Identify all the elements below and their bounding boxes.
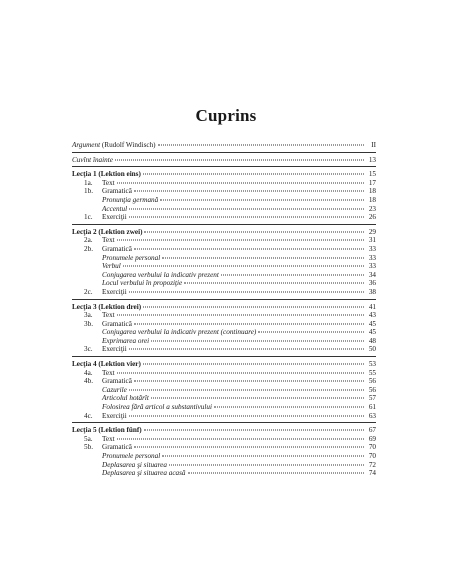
toc-entry-subsub[interactable] (72, 403, 376, 412)
toc-entry-subsub[interactable] (72, 337, 376, 346)
section-divider (72, 166, 376, 167)
toc-entry-label: Text (102, 434, 115, 443)
toc-page-number: 67 (368, 426, 376, 435)
dot-leader (143, 174, 364, 175)
dot-leader (169, 464, 364, 465)
section-divider (72, 152, 376, 153)
toc-page-number: 17 (368, 178, 376, 187)
toc-entry-label: Pronunţia germană (102, 195, 159, 204)
toc-page-number: 56 (368, 377, 376, 386)
toc-entry-top[interactable] (72, 156, 376, 165)
dot-leader (158, 145, 364, 146)
toc-entry-label: Gramatică (102, 443, 132, 452)
dot-leader (162, 257, 364, 258)
toc-entry-label: Pronumele personal (102, 452, 161, 460)
toc-entry-label: Gramatică (102, 187, 132, 196)
table-of-contents (72, 141, 376, 478)
dot-leader (151, 398, 364, 399)
toc-entry-label (72, 141, 156, 150)
dot-leader (221, 274, 364, 275)
toc-entry-subsub[interactable] (72, 271, 376, 280)
toc-entry-number: 2c. (84, 287, 93, 296)
toc-entry-label: Conjugarea verbului la indicativ prezent (102, 270, 219, 279)
dot-leader (117, 372, 364, 373)
toc-entry-subsub[interactable] (72, 254, 376, 263)
toc-entry-label: Lecţia 1 (Lektion eins) (72, 170, 141, 179)
toc-page-number: 74 (368, 469, 376, 478)
toc-entry-sub[interactable] (72, 245, 376, 254)
toc-entry-sub[interactable] (72, 179, 376, 188)
toc-entry-subsub[interactable] (72, 279, 376, 288)
toc-entry-sub[interactable] (72, 288, 376, 297)
toc-entry-label: Text (102, 178, 115, 187)
toc-entry-sub[interactable] (72, 369, 376, 378)
toc-page-number: 38 (368, 287, 376, 296)
toc-entry-number: 4b. (84, 377, 93, 386)
toc-page-number: 70 (368, 452, 376, 460)
dot-leader (129, 349, 364, 350)
toc-entry-label: Lecţia 4 (Lektion vier) (72, 360, 141, 369)
toc-entry-head[interactable] (72, 170, 376, 179)
toc-page-number: 15 (368, 170, 376, 179)
toc-page-number: 18 (368, 187, 376, 196)
section-divider (72, 299, 376, 300)
toc-entry-sub[interactable] (72, 443, 376, 452)
dot-leader (160, 199, 364, 200)
toc-entry-label: Exerciţii (102, 411, 127, 420)
toc-page-number: 45 (368, 319, 376, 328)
toc-page-number: 31 (368, 236, 376, 245)
toc-entry-title: Cuvînt înainte (72, 155, 113, 164)
toc-entry-top[interactable] (72, 141, 376, 150)
dot-leader (144, 430, 364, 431)
toc-page-number: 61 (368, 403, 376, 412)
toc-entry-label: Cazurile (102, 385, 127, 394)
toc-page-number: 36 (368, 279, 376, 288)
toc-page-number: 33 (368, 253, 376, 262)
dot-leader (151, 340, 364, 341)
dot-leader (117, 438, 364, 439)
dot-leader (214, 407, 364, 408)
toc-entry-subsub[interactable] (72, 461, 376, 470)
toc-entry-subsub[interactable] (72, 196, 376, 205)
toc-entry-label: Gramatică (102, 319, 132, 328)
toc-entry-number: 3a. (84, 311, 93, 320)
toc-entry-label: Accentul (102, 204, 128, 213)
page-title: Cuprins (195, 106, 257, 125)
toc-page-number: 13 (368, 155, 376, 164)
toc-entry-head[interactable] (72, 426, 376, 435)
toc-entry-label: Gramatică (102, 244, 132, 253)
toc-entry-number: 5a. (84, 434, 93, 443)
dot-leader (188, 473, 364, 474)
toc-entry-label: Exerciţii (102, 213, 127, 222)
toc-entry-label: Lecţia 3 (Lektion drei) (72, 302, 142, 311)
toc-entry-label: Exerciţii (102, 345, 127, 354)
toc-entry-label: Deplasarea şi situarea acasă (102, 469, 186, 478)
dot-leader (143, 306, 364, 307)
toc-entry-subsub[interactable] (72, 394, 376, 403)
dot-leader (117, 240, 364, 241)
dot-leader (129, 389, 364, 390)
toc-entry-label (72, 156, 113, 165)
toc-page-number: 34 (368, 270, 376, 279)
toc-entry-label: Articolul hotărît (102, 394, 149, 403)
section-divider (72, 224, 376, 225)
dot-leader (129, 291, 364, 292)
toc-entry-sub[interactable] (72, 377, 376, 386)
toc-page-number: 48 (368, 336, 376, 345)
toc-entry-head[interactable] (72, 303, 376, 312)
toc-page-number: II (371, 141, 376, 149)
dot-leader (117, 182, 364, 183)
toc-entry-sub[interactable] (72, 412, 376, 421)
toc-entry-subsub[interactable] (72, 328, 376, 337)
dot-leader (129, 415, 364, 416)
toc-page-number: 69 (368, 434, 376, 443)
toc-entry-sub[interactable] (72, 311, 376, 320)
toc-entry-label: Text (102, 311, 115, 320)
toc-entry-number: 1b. (84, 187, 93, 196)
toc-page-number: 33 (368, 244, 376, 253)
toc-entry-label: Text (102, 236, 115, 245)
toc-entry-label: Gramatică (102, 377, 132, 386)
toc-entry-sub[interactable] (72, 320, 376, 329)
toc-entry-subsub[interactable] (72, 205, 376, 214)
dot-leader (134, 323, 364, 324)
dot-leader (129, 217, 364, 218)
toc-page-number: 55 (368, 368, 376, 377)
toc-entry-label: Verbul (102, 262, 121, 271)
toc-page-number: 53 (368, 360, 376, 369)
toc-entry-number: 4a. (84, 368, 93, 377)
toc-entry-number: 1c. (84, 213, 93, 222)
dot-leader (258, 332, 364, 333)
toc-entry-sub[interactable] (72, 236, 376, 245)
section-divider (72, 356, 376, 357)
toc-entry-subsub[interactable] (72, 386, 376, 395)
toc-entry-label: Lecţia 5 (Lektion fünf) (72, 426, 142, 435)
toc-entry-label: Exerciţii (102, 287, 127, 296)
dot-leader (144, 231, 364, 232)
toc-entry-subsub[interactable] (72, 452, 376, 461)
toc-entry-number: 4c. (84, 411, 93, 420)
toc-entry-sub[interactable] (72, 435, 376, 444)
dot-leader (115, 159, 364, 160)
toc-page-number: 63 (368, 411, 376, 420)
toc-entry-author: (Rudolf Windisch) (100, 141, 156, 149)
toc-page-number: 50 (368, 345, 376, 354)
toc-entry-number: 3b. (84, 319, 93, 328)
toc-entry-number: 2a. (84, 236, 93, 245)
toc-entry-head[interactable] (72, 228, 376, 237)
dot-leader (184, 283, 364, 284)
dot-leader (143, 364, 364, 365)
toc-page-number: 18 (368, 195, 376, 204)
toc-entry-label: Conjugarea verbului la indicativ prezent (continuare) (102, 328, 257, 337)
toc-entry-subsub[interactable] (72, 469, 376, 478)
toc-entry-label: Deplasarea şi situarea (102, 460, 167, 469)
dot-leader (134, 447, 364, 448)
toc-page-number: 45 (368, 328, 376, 337)
toc-entry-label: Exprimarea orei (102, 336, 150, 345)
toc-page-number: 26 (368, 213, 376, 222)
toc-entry-label: Lecţia 2 (Lektion zwei) (72, 227, 143, 236)
dot-leader (134, 191, 364, 192)
toc-entry-label: Text (102, 368, 115, 377)
dot-leader (162, 456, 364, 457)
dot-leader (134, 381, 364, 382)
toc-entry-sub[interactable] (72, 213, 376, 222)
toc-page-number: 72 (368, 460, 376, 469)
toc-entry-sub[interactable] (72, 187, 376, 196)
toc-entry-label: Pronumele personal (102, 253, 161, 262)
section-divider (72, 422, 376, 423)
toc-entry-number: 5b. (84, 443, 93, 452)
toc-entry-sub[interactable] (72, 345, 376, 354)
toc-entry-label: Folosirea fără articol a substantivului (102, 403, 212, 412)
toc-entry-label: Locul verbului în propoziţie (102, 279, 183, 288)
toc-entry-number: 3c. (84, 345, 93, 354)
toc-page-number: 70 (368, 443, 376, 452)
toc-entry-number: 2b. (84, 244, 93, 253)
dot-leader (129, 208, 364, 209)
dot-leader (134, 248, 364, 249)
toc-page-number: 23 (368, 204, 376, 213)
toc-page-number: 57 (368, 394, 376, 403)
toc-entry-number: 1a. (84, 178, 93, 187)
dot-leader (123, 266, 364, 267)
dot-leader (117, 315, 364, 316)
toc-entry-head[interactable] (72, 360, 376, 369)
toc-page-number: 29 (368, 227, 376, 236)
toc-entry-title: Argument (72, 141, 101, 149)
toc-page-number: 33 (368, 262, 376, 271)
toc-page-number: 43 (368, 311, 376, 320)
toc-entry-subsub[interactable] (72, 262, 376, 271)
toc-page-number: 56 (368, 385, 376, 394)
toc-page-number: 41 (368, 302, 376, 311)
